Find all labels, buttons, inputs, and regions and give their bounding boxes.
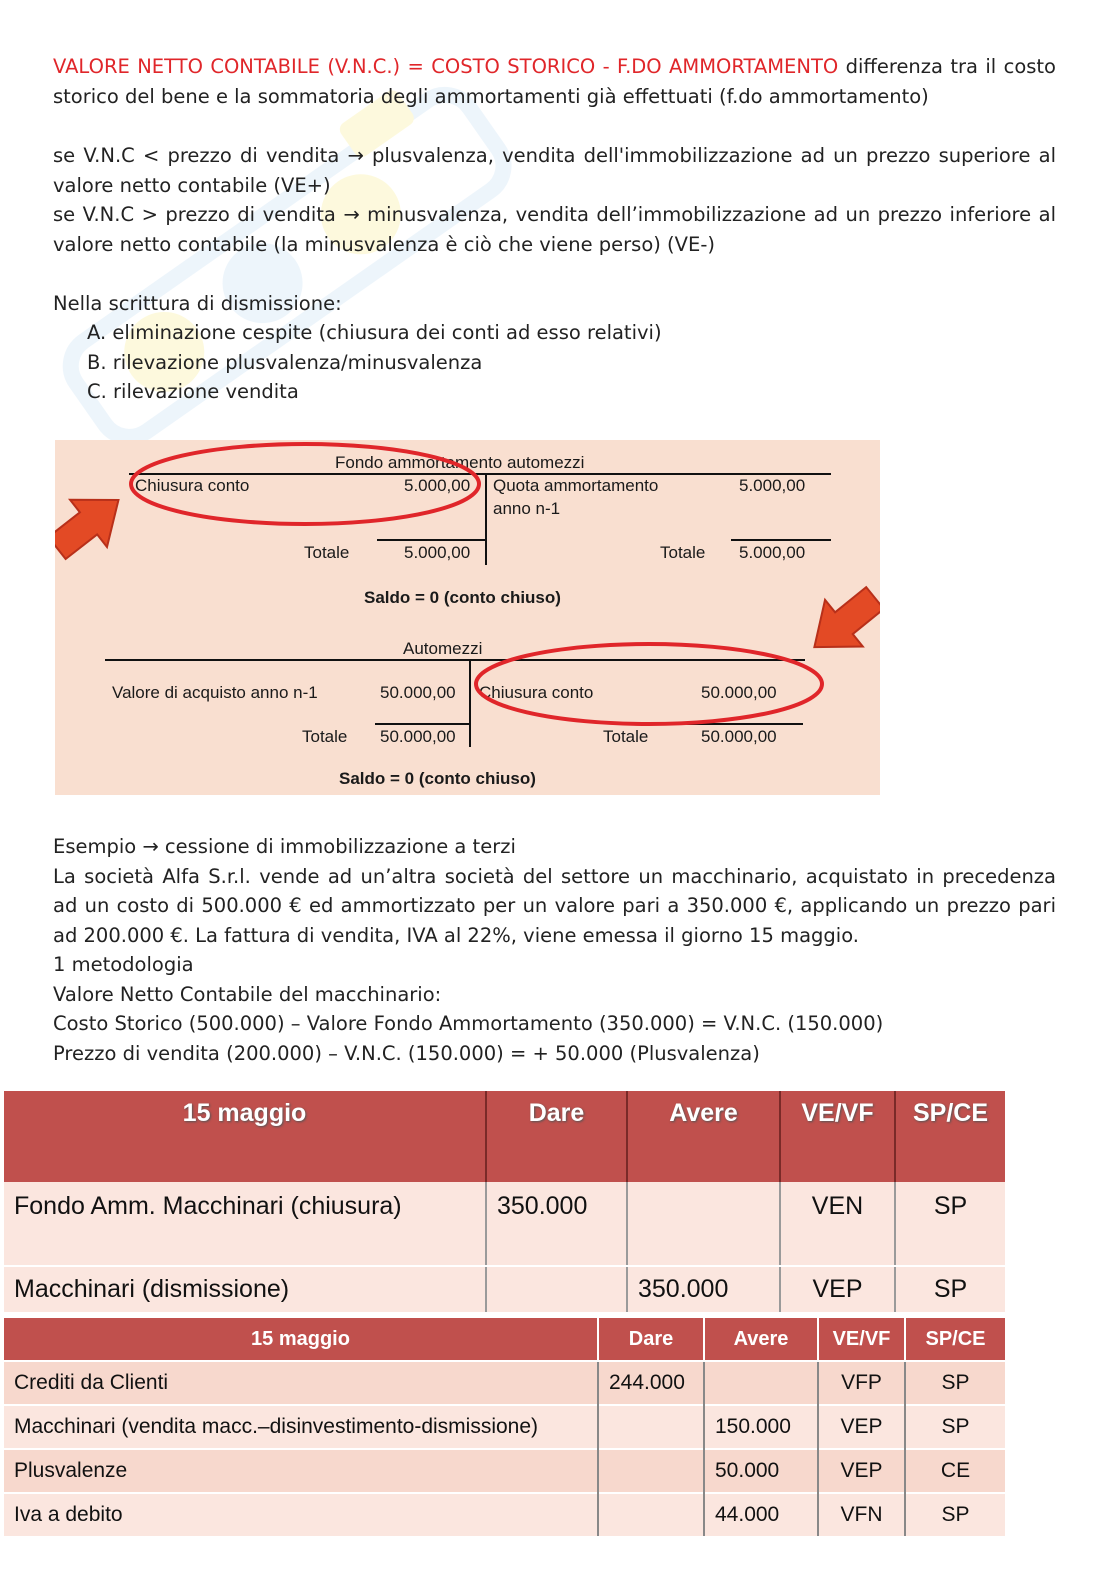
intro-paragraph xyxy=(53,52,1056,111)
example-paragraph xyxy=(53,832,1056,1068)
example-text: La società Alfa S.r.l. vende ad un’altra società del settore un macchinario, acquistato in precedenza ad un costo di 500.000 € ed ammortizzato per un valore pari a 350.000 €, applicando un prezzo pari ad 200.000 €. La fattura di vendita, IVA al 22%, viene emessa il giorno 15 maggio. xyxy=(53,864,1056,947)
col-vevf: VE/VF xyxy=(780,1091,895,1182)
automezzi-right-label: Chiusura conto xyxy=(479,683,594,702)
fondo-right-value: 5.000,00 xyxy=(739,476,806,495)
automezzi-title: Automezzi xyxy=(403,639,483,658)
automezzi-total-label: Totale xyxy=(302,727,348,746)
fondo-right-total: 5.000,00 xyxy=(739,543,806,562)
vnc-definition: differenza tra il costo storico del bene e la sommatoria degli ammortamenti già effettuati (f.do ammortamento) xyxy=(53,55,1056,108)
vnc-formula: VALORE NETTO CONTABILE (V.N.C.) = COSTO STORICO - F.DO AMMORTAMENTO xyxy=(53,55,839,78)
col-dare: Dare xyxy=(486,1091,627,1182)
fondo-title: Fondo ammortamento automezzi xyxy=(335,453,585,472)
table-row: Fondo Amm. Macchinari (chiusura) 350.000 VEN SP xyxy=(4,1182,1005,1266)
example-vnc-calc: Costo Storico (500.000) – Valore Fondo Ammortamento (350.000) = V.N.C. (150.000) xyxy=(53,1012,884,1035)
highlight-ellipse xyxy=(131,444,479,524)
list-item: A. eliminazione cespite (chiusura dei conti ad esso relativi) xyxy=(87,321,662,344)
col-spce: SP/CE xyxy=(895,1091,1005,1182)
arrow-right-icon xyxy=(55,476,137,571)
example-vnc-label: Valore Netto Contabile del macchinario: xyxy=(53,982,442,1006)
col-avere: Avere xyxy=(704,1318,818,1361)
automezzi-right-value: 50.000,00 xyxy=(701,683,777,702)
minusvalenza-text: se V.N.C > prezzo di vendita → minusvalenza, vendita dell’immobilizzazione ad un prezzo inferiore al valore netto contabile (la minusvalenza è ciò che viene perso) (VE-) xyxy=(53,203,1056,256)
col-vevf: VE/VF xyxy=(818,1318,905,1361)
fondo-total-label: Totale xyxy=(304,543,350,562)
fondo-left-label: Chiusura conto xyxy=(135,476,250,495)
table-row: Macchinari (vendita macc.–disinvestimento-dismissione) 150.000 VEP SP xyxy=(4,1405,1005,1449)
automezzi-left-value: 50.000,00 xyxy=(380,683,456,702)
table-row: Plusvalenze 50.000 VEP CE xyxy=(4,1449,1005,1493)
plus-minus-paragraph xyxy=(53,141,1056,259)
arrow-down-left-icon xyxy=(796,575,880,671)
table-row: Iva a debito 44.000 VFN SP xyxy=(4,1493,1005,1536)
fondo-saldo: Saldo = 0 (conto chiuso) xyxy=(364,588,561,607)
fondo-total-label-right: Totale xyxy=(660,543,706,562)
highlight-ellipse xyxy=(476,644,822,724)
example-plus-calc: Prezzo di vendita (200.000) – V.N.C. (150.000) = + 50.000 (Plusvalenza) xyxy=(53,1041,760,1065)
annotation-overlay xyxy=(55,440,880,795)
fondo-left-total: 5.000,00 xyxy=(404,543,471,562)
journal-table-closing xyxy=(4,1091,1005,1314)
fondo-right-label-2: anno n-1 xyxy=(493,499,561,518)
col-spce: SP/CE xyxy=(905,1318,1005,1361)
example-method: 1 metodologia xyxy=(53,953,194,976)
automezzi-left-total: 50.000,00 xyxy=(380,727,456,746)
plusvalenza-text: se V.N.C < prezzo di vendita → plusvalenza, vendita dell'immobilizzazione ad un prezzo superiore al valore netto contabile (VE+) xyxy=(53,144,1056,197)
automezzi-total-label-right: Totale xyxy=(603,727,649,746)
automezzi-right-total: 50.000,00 xyxy=(701,727,777,746)
table-row: Crediti da Clienti 244.000 VFP SP xyxy=(4,1361,1005,1405)
automezzi-saldo: Saldo = 0 (conto chiuso) xyxy=(339,769,536,788)
list-item: C. rilevazione vendita xyxy=(87,380,299,403)
fondo-left-value: 5.000,00 xyxy=(404,476,471,495)
fondo-right-label: Quota ammortamento xyxy=(493,476,659,495)
list-title: Nella scrittura di dismissione: xyxy=(53,292,342,315)
journal-table-sale xyxy=(4,1318,1005,1536)
watermark-logo xyxy=(30,60,550,480)
example-title: Esempio → cessione di immobilizzazione a terzi xyxy=(53,835,516,858)
col-avere: Avere xyxy=(627,1091,780,1182)
automezzi-left-label: Valore di acquisto anno n-1 xyxy=(112,683,318,702)
col-date: 15 maggio xyxy=(4,1318,598,1361)
t-account-figure xyxy=(55,440,880,795)
dismissione-list xyxy=(87,318,662,407)
table-row: Macchinari (dismissione) 350.000 VEP SP xyxy=(4,1266,1005,1313)
list-item: B. rilevazione plusvalenza/minusvalenza xyxy=(87,350,483,374)
col-dare: Dare xyxy=(598,1318,704,1361)
col-date: 15 maggio xyxy=(4,1091,486,1182)
